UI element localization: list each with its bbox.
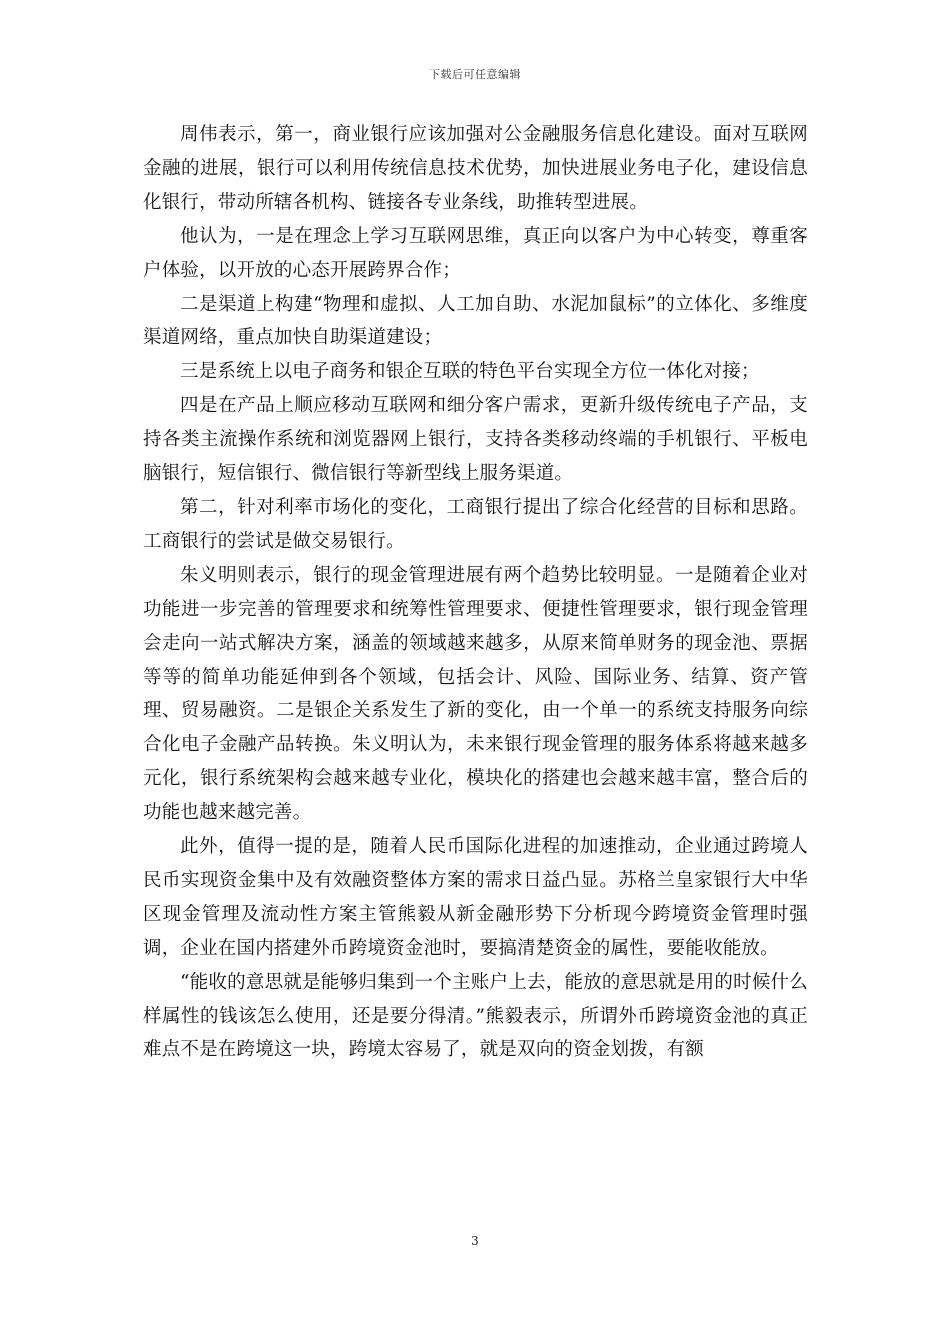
paragraph: 朱义明则表示，银行的现金管理进展有两个趋势比较明显。一是随着企业对功能进一步完善的管理要求和统筹性管理要求、便捷性管理要求，银行现金管理会走向一站式解决方案，涵盖的领域越来越多，从原来简单财务的现金池、票据等等的简单功能延伸到各个领域，包括会计、风险、国际业务、结算、资产管理、贸易融资。二是银企关系发生了新的变化，由一个单一的系统支持服务向综合化电子金融产品转换。朱义明认为，未来银行现金管理的服务体系将越来越多元化，银行系统架构会越来越专业化，模块化的搭建也会越来越丰富，整合后的功能也越来越完善。 [143,564,808,824]
page-header: 下载后可任意编辑 [429,68,521,81]
paragraph: “能收的意思就是能够归集到一个主账户上去，能放的意思就是用的时候什么样属性的钱该怎么使用，还是要分得清。”熊毅表示，所谓外币跨境资金池的真正难点不是在跨境这一块，跨境太容易了，就是双向的资金划拨，有额 [143,971,808,1061]
body-text [143,118,808,1067]
paragraph: 三是系统上以电子商务和银企互联的特色平台实现全方位一体化对接； [180,361,760,383]
paragraph: 周伟表示，第一，商业银行应该加强对公金融服务信息化建设。面对互联网金融的进展，银行可以利用传统信息技术优势，加快进展业务电子化，建设信息化银行，带动所辖各机构、链接各专业条线，助推转型进展。 [143,124,808,213]
paragraph: 此外，值得一提的是，随着人民币国际化进程的加速推动，企业通过跨境人民币实现资金集中及有效融资整体方案的需求日益凸显。苏格兰皇家银行大中华区现金管理及流动性方案主管熊毅从新金融形势下分析现今跨境资金管理时强调，企业在国内搭建外币跨境资金池时，要搞清楚资金的属性，要能收能放。 [143,836,808,959]
paragraph: 四是在产品上顺应移动互联网和细分客户需求，更新升级传统电子产品，支持各类主流操作系统和浏览器网上银行，支持各类移动终端的手机银行、平板电脑银行，短信银行、微信银行等新型线上服务渠道。 [143,395,808,485]
paragraph: 二是渠道上构建“物理和虚拟、人工加自助、水泥加鼠标”的立体化、多维度渠道网络，重点加快自助渠道建设； [143,293,808,349]
paragraph: 第二，针对利率市场化的变化，工商银行提出了综合化经营的目标和思路。工商银行的尝试是做交易银行。 [143,496,808,552]
paragraph: 他认为，一是在理念上学习互联网思维，真正向以客户为中心转变，尊重客户体验，以开放的心态开展跨界合作； [143,225,808,281]
page-number: 3 [471,1234,479,1248]
